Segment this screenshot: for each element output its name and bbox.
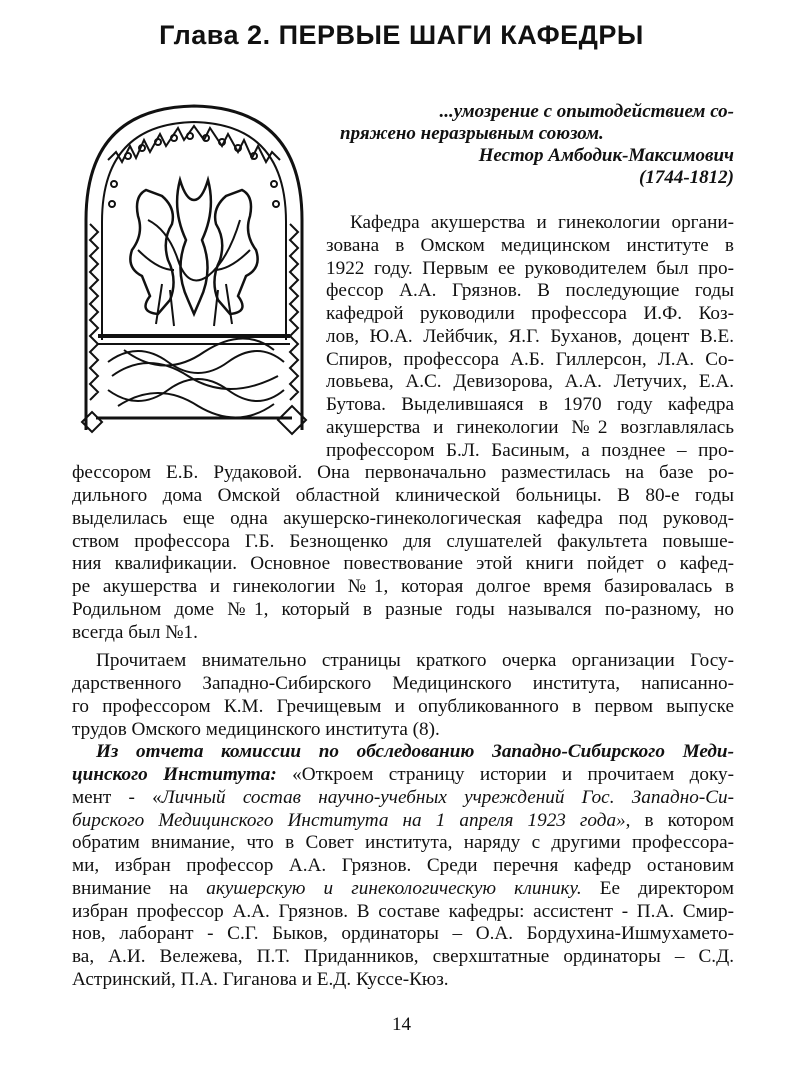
text-line: акушерства и гинекологии №2 возглавлялась	[326, 416, 734, 438]
text-run: «Откроем страницу истории и прочитаем доку-	[276, 764, 735, 785]
text-run: внимание на	[72, 877, 207, 899]
text-line: Прочитаем внимательно страницы краткого очерка организации Госу-	[96, 650, 734, 672]
text-line: Бутова. Выделившаяся в 1970 году кафедра	[326, 394, 734, 415]
report-title-end: цинского Института:	[72, 764, 277, 785]
text-line: зована в Омском медицинском институте в	[326, 234, 734, 256]
text-line: Родильном доме №1, который в разные годы назывался по-разному, но	[72, 598, 734, 620]
epigraph	[330, 101, 734, 189]
text-line: всегда был №1.	[72, 621, 198, 643]
text-line: Спиров, профессора А.Б. Гиллерсон, Л.А. Со-	[326, 348, 734, 370]
text-run: мент - «	[72, 786, 162, 808]
text-line: нов, лаборант - С.Г. Быков, ординаторы – О.А. Бордухина-Ишмухамето-	[72, 923, 734, 945]
document-title: Личный состав научно-учебных учреждений Гос. Западно-Си-	[161, 786, 734, 808]
text-line	[72, 810, 734, 833]
text-line: ством профессора Г.Б. Безнощенко для слушателей факультета повыше-	[72, 530, 734, 552]
text-line: кафедрой руководили профессора И.Ф. Коз-	[326, 303, 734, 324]
text-line: дарственного Западно-Сибирского Медицинского института, написанно-	[72, 673, 734, 694]
text-line: трудов Омского медицинского института (8).	[72, 718, 440, 740]
text-line: дильного дома Омской областной клинической больницы. В 80-е годы	[72, 485, 734, 506]
text-line: ре акушерства и гинекологии №1, которая долгое время базировалась в	[72, 576, 734, 597]
text-line: Кафедра акушерства и гинекологии органи-	[350, 212, 734, 233]
text-line: ловьева, А.С. Девизорова, А.А. Летучих, Е.А.	[326, 371, 734, 393]
text-run: , в котором	[625, 809, 734, 831]
text-line: фессором Е.Б. Рудаковой. Она первоначально разместилась на базе ро-	[72, 462, 734, 484]
text-line: профессором Б.Л. Басиным, а позднее – про-	[326, 439, 734, 461]
text-line: Астринский, П.А. Гиганова и Е.Д. Куссе-Кюз.	[72, 968, 449, 990]
epigraph-line: пряжено неразрывным союзом.	[340, 123, 604, 144]
page-number: 14	[392, 1014, 411, 1035]
epigraph-years: (1744-1812)	[639, 167, 734, 188]
text-line: Из отчета комиссии по обследованию Западно-Сибирского Меди-	[96, 741, 734, 763]
text-line	[72, 878, 734, 901]
text-line	[72, 764, 734, 787]
epigraph-line: ...умозрение с опытодействием со-	[439, 101, 734, 122]
epigraph-author: Нестор Амбодик-Максимович	[478, 145, 734, 166]
main-text	[72, 212, 734, 992]
text-line: ми, избран профессор А.А. Грязнов. Среди перечня кафедр остановим	[72, 855, 734, 876]
text-line	[72, 787, 734, 810]
text-line: избран профессор А.А. Грязнов. В составе кафедры: ассистент - П.А. Смир-	[72, 900, 734, 922]
text-line: лов, Ю.А. Лейбчик, Я.Г. Буханов, доцент В.Е.	[326, 325, 734, 347]
document-title: бирского Медицинского Института на 1 апреля 1923 года»	[72, 809, 626, 831]
clinic-name: акушерскую и гинекологическую клинику.	[206, 877, 582, 899]
text-line: ва, А.И. Вележева, П.Т. Приданников, сверхштатные ординаторы – С.Д.	[72, 946, 734, 967]
chapter-title: Глава 2. ПЕРВЫЕ ШАГИ КАФЕДРЫ	[159, 20, 644, 50]
text-line: ния квалификации. Основное повествование этой книги пойдет о кафед-	[72, 553, 734, 575]
text-line: 1922 году. Первым ее руководителем был про-	[326, 257, 734, 279]
text-line: го профессором К.М. Гречищевым и опубликованного в первом выпуске	[72, 695, 734, 717]
text-line: обратим внимание, что в Совет института, наряду с другими профессора-	[72, 832, 734, 854]
text-run: Ее директором	[581, 877, 735, 899]
text-line: выделилась еще одна акушерско-гинекологическая кафедра под руковод-	[72, 507, 734, 529]
text-line: фессор А.А. Грязнов. В последующие годы	[326, 280, 734, 302]
